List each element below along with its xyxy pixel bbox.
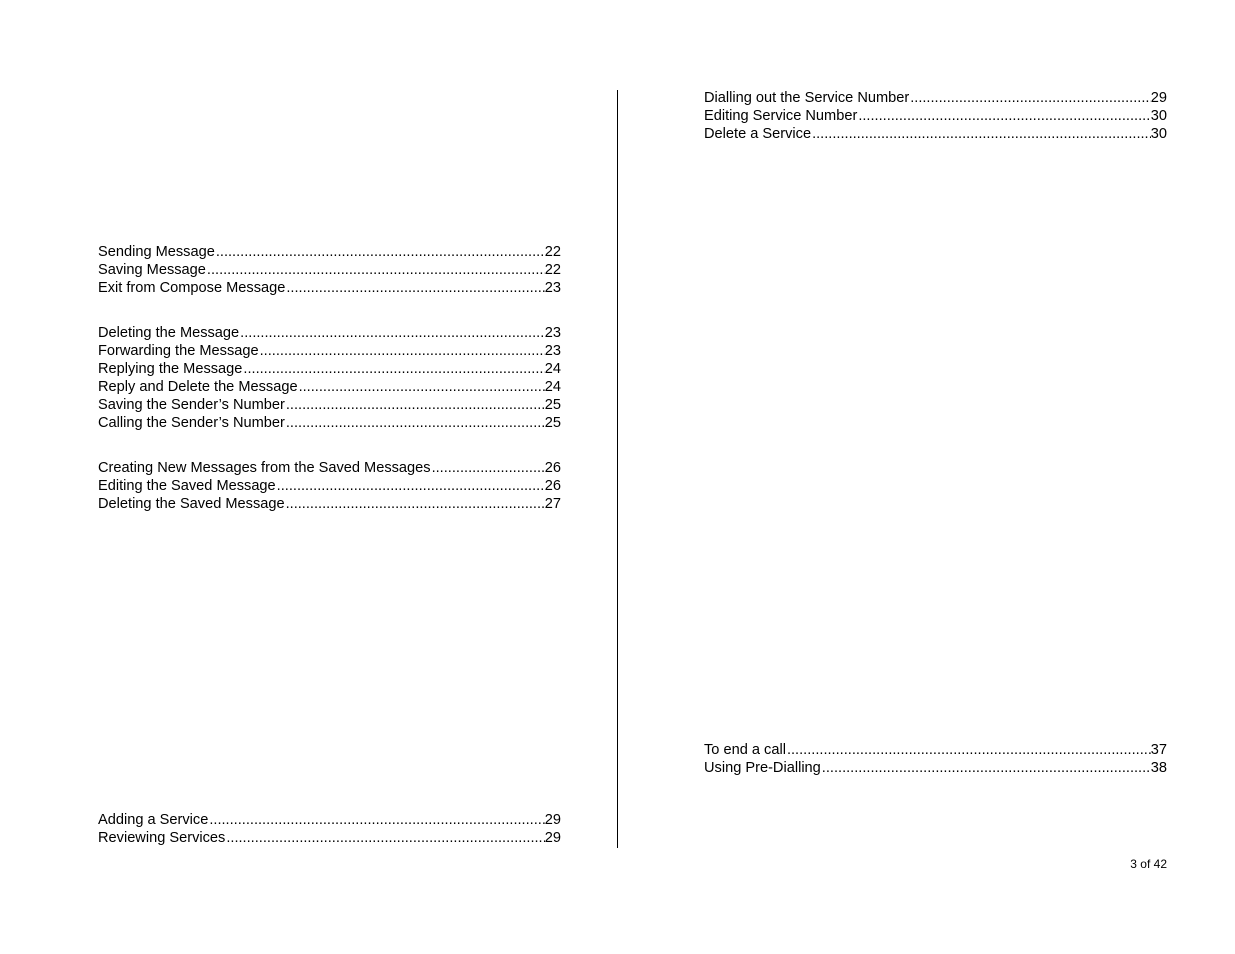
toc-dot-leader [432,459,545,477]
toc-entry[interactable] [98,261,561,279]
toc-entry[interactable] [98,396,561,414]
toc-entry-page: 23 [544,325,561,341]
toc-entry-title: Reply and Delete the Message [98,379,298,395]
toc-entry-page: 25 [544,415,561,431]
toc-entry-title: Forwarding the Message [98,343,259,359]
toc-entry-page: 29 [544,812,561,828]
toc-entry-page: 29 [1150,90,1167,106]
toc-entry[interactable] [98,360,561,378]
toc-entry[interactable] [704,107,1167,125]
toc-entry-page: 24 [544,379,561,395]
toc-entry-page: 24 [544,361,561,377]
toc-block [704,89,1167,143]
toc-dot-leader [286,396,545,414]
toc-entry-title: Using Pre-Dialling [704,760,821,776]
toc-entry-title: Creating New Messages from the Saved Messages [98,460,431,476]
toc-entry[interactable] [98,811,561,829]
toc-block [98,811,561,847]
toc-dot-leader [260,342,545,360]
toc-entry-page: 23 [544,343,561,359]
toc-entry-title: Dialling out the Service Number [704,90,910,106]
toc-entry-title: Replying the Message [98,361,243,377]
toc-dot-leader [910,89,1151,107]
toc-entry-title: Saving Message [98,262,206,278]
toc-entry-title: Reviewing Services [98,830,226,846]
toc-entry-title: Delete a Service [704,126,812,142]
toc-entry-page: 30 [1150,126,1167,142]
toc-entry-page: 25 [544,397,561,413]
toc-entry[interactable] [98,414,561,432]
toc-dot-leader [858,107,1150,125]
toc-entry[interactable] [98,243,561,261]
toc-entry[interactable] [98,324,561,342]
toc-entry-title: Editing the Saved Message [98,478,276,494]
toc-entry-title: Sending Message [98,244,215,260]
toc-entry-page: 30 [1150,108,1167,124]
toc-entry-page: 27 [544,496,561,512]
toc-entry[interactable] [98,378,561,396]
toc-entry-title: Calling the Sender’s Number [98,415,285,431]
toc-dot-leader [209,811,544,829]
toc-entry[interactable] [98,477,561,495]
toc-dot-leader [240,324,545,342]
toc-dot-leader [286,414,545,432]
toc-entry-title: To end a call [704,742,786,758]
toc-dot-leader [822,759,1151,777]
page-indicator: 3 of 42 [1130,857,1167,871]
toc-dot-leader [277,477,545,495]
toc-dot-leader [243,360,544,378]
toc-entry[interactable] [98,342,561,360]
toc-entry[interactable] [704,89,1167,107]
column-divider [617,90,618,848]
toc-entry[interactable] [98,829,561,847]
toc-entry[interactable] [98,279,561,297]
toc-entry-page: 38 [1150,760,1167,776]
toc-entry-title: Deleting the Saved Message [98,496,285,512]
toc-dot-leader [207,261,545,279]
toc-dot-leader [216,243,545,261]
toc-block [98,324,561,432]
toc-entry-title: Adding a Service [98,812,209,828]
toc-block [98,459,561,513]
toc-dot-leader [226,829,544,847]
toc-block [98,243,561,297]
toc-entry-page: 26 [544,478,561,494]
toc-entry-title: Exit from Compose Message [98,280,286,296]
toc-dot-leader [812,125,1151,143]
toc-entry[interactable] [98,495,561,513]
toc-entry-title: Saving the Sender’s Number [98,397,285,413]
toc-dot-leader [286,495,545,513]
toc-entry-title: Editing Service Number [704,108,858,124]
toc-entry[interactable] [704,125,1167,143]
toc-dot-leader [787,741,1151,759]
toc-entry[interactable] [98,459,561,477]
toc-entry[interactable] [704,759,1167,777]
toc-entry-page: 22 [544,262,561,278]
toc-entry-page: 22 [544,244,561,260]
toc-entry-title: Deleting the Message [98,325,240,341]
toc-entry-page: 23 [544,280,561,296]
toc-entry-page: 29 [544,830,561,846]
toc-block [704,741,1167,777]
toc-dot-leader [299,378,545,396]
toc-entry[interactable] [704,741,1167,759]
toc-entry-page: 26 [544,460,561,476]
toc-dot-leader [286,279,544,297]
toc-entry-page: 37 [1150,742,1167,758]
